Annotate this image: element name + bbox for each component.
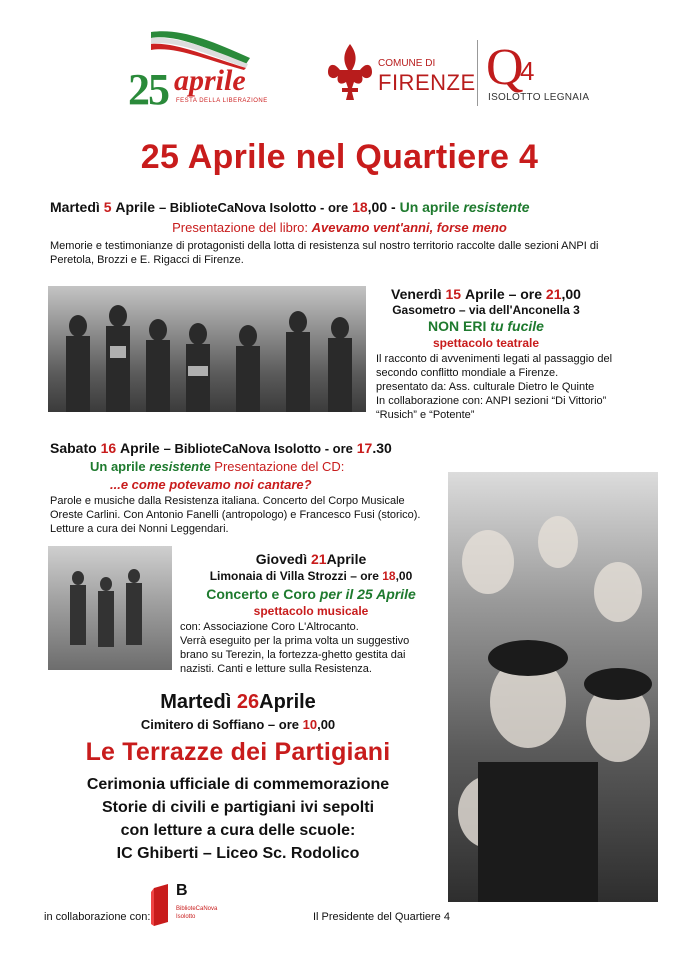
partisans-photo [48,286,366,412]
firenze-label: FIRENZE [378,70,476,95]
page-title: 25 Aprile nel Quartiere 4 [140,138,539,176]
march-photo [48,546,172,670]
event-4-title: Concerto e Coro per il 25 Aprile [206,586,416,602]
event-3-header: Sabato 16 Aprile – BiblioteCaNova Isolotto - ore 17.30 [50,440,392,456]
library-name-2: Isolotto [176,914,196,920]
anniversary-logo [126,28,268,114]
quartiere-4-logo [486,39,596,110]
event-4-header: Giovedì 21Aprile [255,551,367,567]
event-5-header: Martedì 26Aprile [160,691,316,713]
library-letter: B [176,882,188,899]
comune-firenze-logo [326,38,476,108]
event-5-lines: Cerimonia ufficiale di commemorazione Storie di civili e partigiani ivi sepolti con letture a cura delle scuole: IC Ghiberti – Liceo Sc. Rodolico [86,776,390,862]
event-3-description: Parole e musiche dalla Resistenza italiana. Concerto del Corpo Musicale Oreste Carlini. Con Antonio Fanelli (antropologo) e Francesco Fusi (storico). Letture a cura dei Nonni Leggendari. [50,495,421,535]
logo-divider [477,40,478,106]
q4-location: ISOLOTTO LEGNAIA [488,92,590,103]
q4-number: 4 [520,56,535,86]
event-2-venue: Gasometro – via dell'Anconella 3 [392,303,580,317]
fleur-de-lis-icon [326,42,374,102]
anniversary-number: 25 [128,65,168,114]
book-icon [150,884,172,926]
march-photo-icon [48,546,172,670]
crowd-photo-icon [448,472,658,902]
anniversary-subtitle: FESTA DELLA LIBERAZIONE [176,98,268,104]
event-1-subtitle: Presentazione del libro: Avevamo vent'anni, forse meno [172,220,507,235]
event-3-subtitle: Un aprile resistente Presentazione del CD: [90,459,345,474]
event-4-venue: Limonaia di Villa Strozzi – ore 18,00 [209,569,413,583]
library-name-1: BiblioteCaNova [176,906,218,912]
collaboration-label: in collaborazione con: [44,911,151,923]
event-5-venue: Cimitero di Soffiano – ore 10,00 [140,717,336,732]
event-1-description: Memorie e testimonianze di protagonisti della lotta di resistenza sul nostro territorio raccolte dalle sezioni ANPI di Peretola, Brozzi e E. Rigacci di Firenze. [50,240,599,266]
event-3-cd-title: ...e come potevamo noi cantare? [110,477,312,492]
event-4-kind: spettacolo musicale [253,604,369,618]
event-4-description: con: Associazione Coro L'Altrocanto. Verrà eseguito per la prima volta un suggestivo brano su Terezin, la fortezza-ghetto gestita dai nazisti. Canti e letture sulla Resistenza. [180,621,410,675]
event-5-title: Le Terrazze dei Partigiani [85,738,391,766]
library-logo [150,884,230,926]
event-1-header: Martedì 5 Aprile – BiblioteCaNova Isolotto - ore 18,00 - Un aprile resistente [50,199,530,215]
event-2-kind: spettacolo teatrale [432,336,540,350]
event-2-title: NON ERI tu fucile [428,318,544,334]
partisans-photo-icon [48,286,366,412]
anniversary-word: aprile [174,64,246,97]
president-label: Il Presidente del Quartiere 4 [313,911,450,923]
event-2-description: Il racconto di avvenimenti legati al passaggio del secondo conflitto mondiale a Firenze. presentato da: Ass. culturale Dietro le Quinte In collaborazione con: ANPI sezioni “Di Vittorio” “Rusich” e “Potente” [376,353,613,421]
event-2-header: Venerdì 15 Aprile – ore 21,00 [391,286,581,302]
comune-label: COMUNE DI [378,58,436,69]
q4-letter: Q [486,39,524,96]
crowd-photo [448,472,658,902]
